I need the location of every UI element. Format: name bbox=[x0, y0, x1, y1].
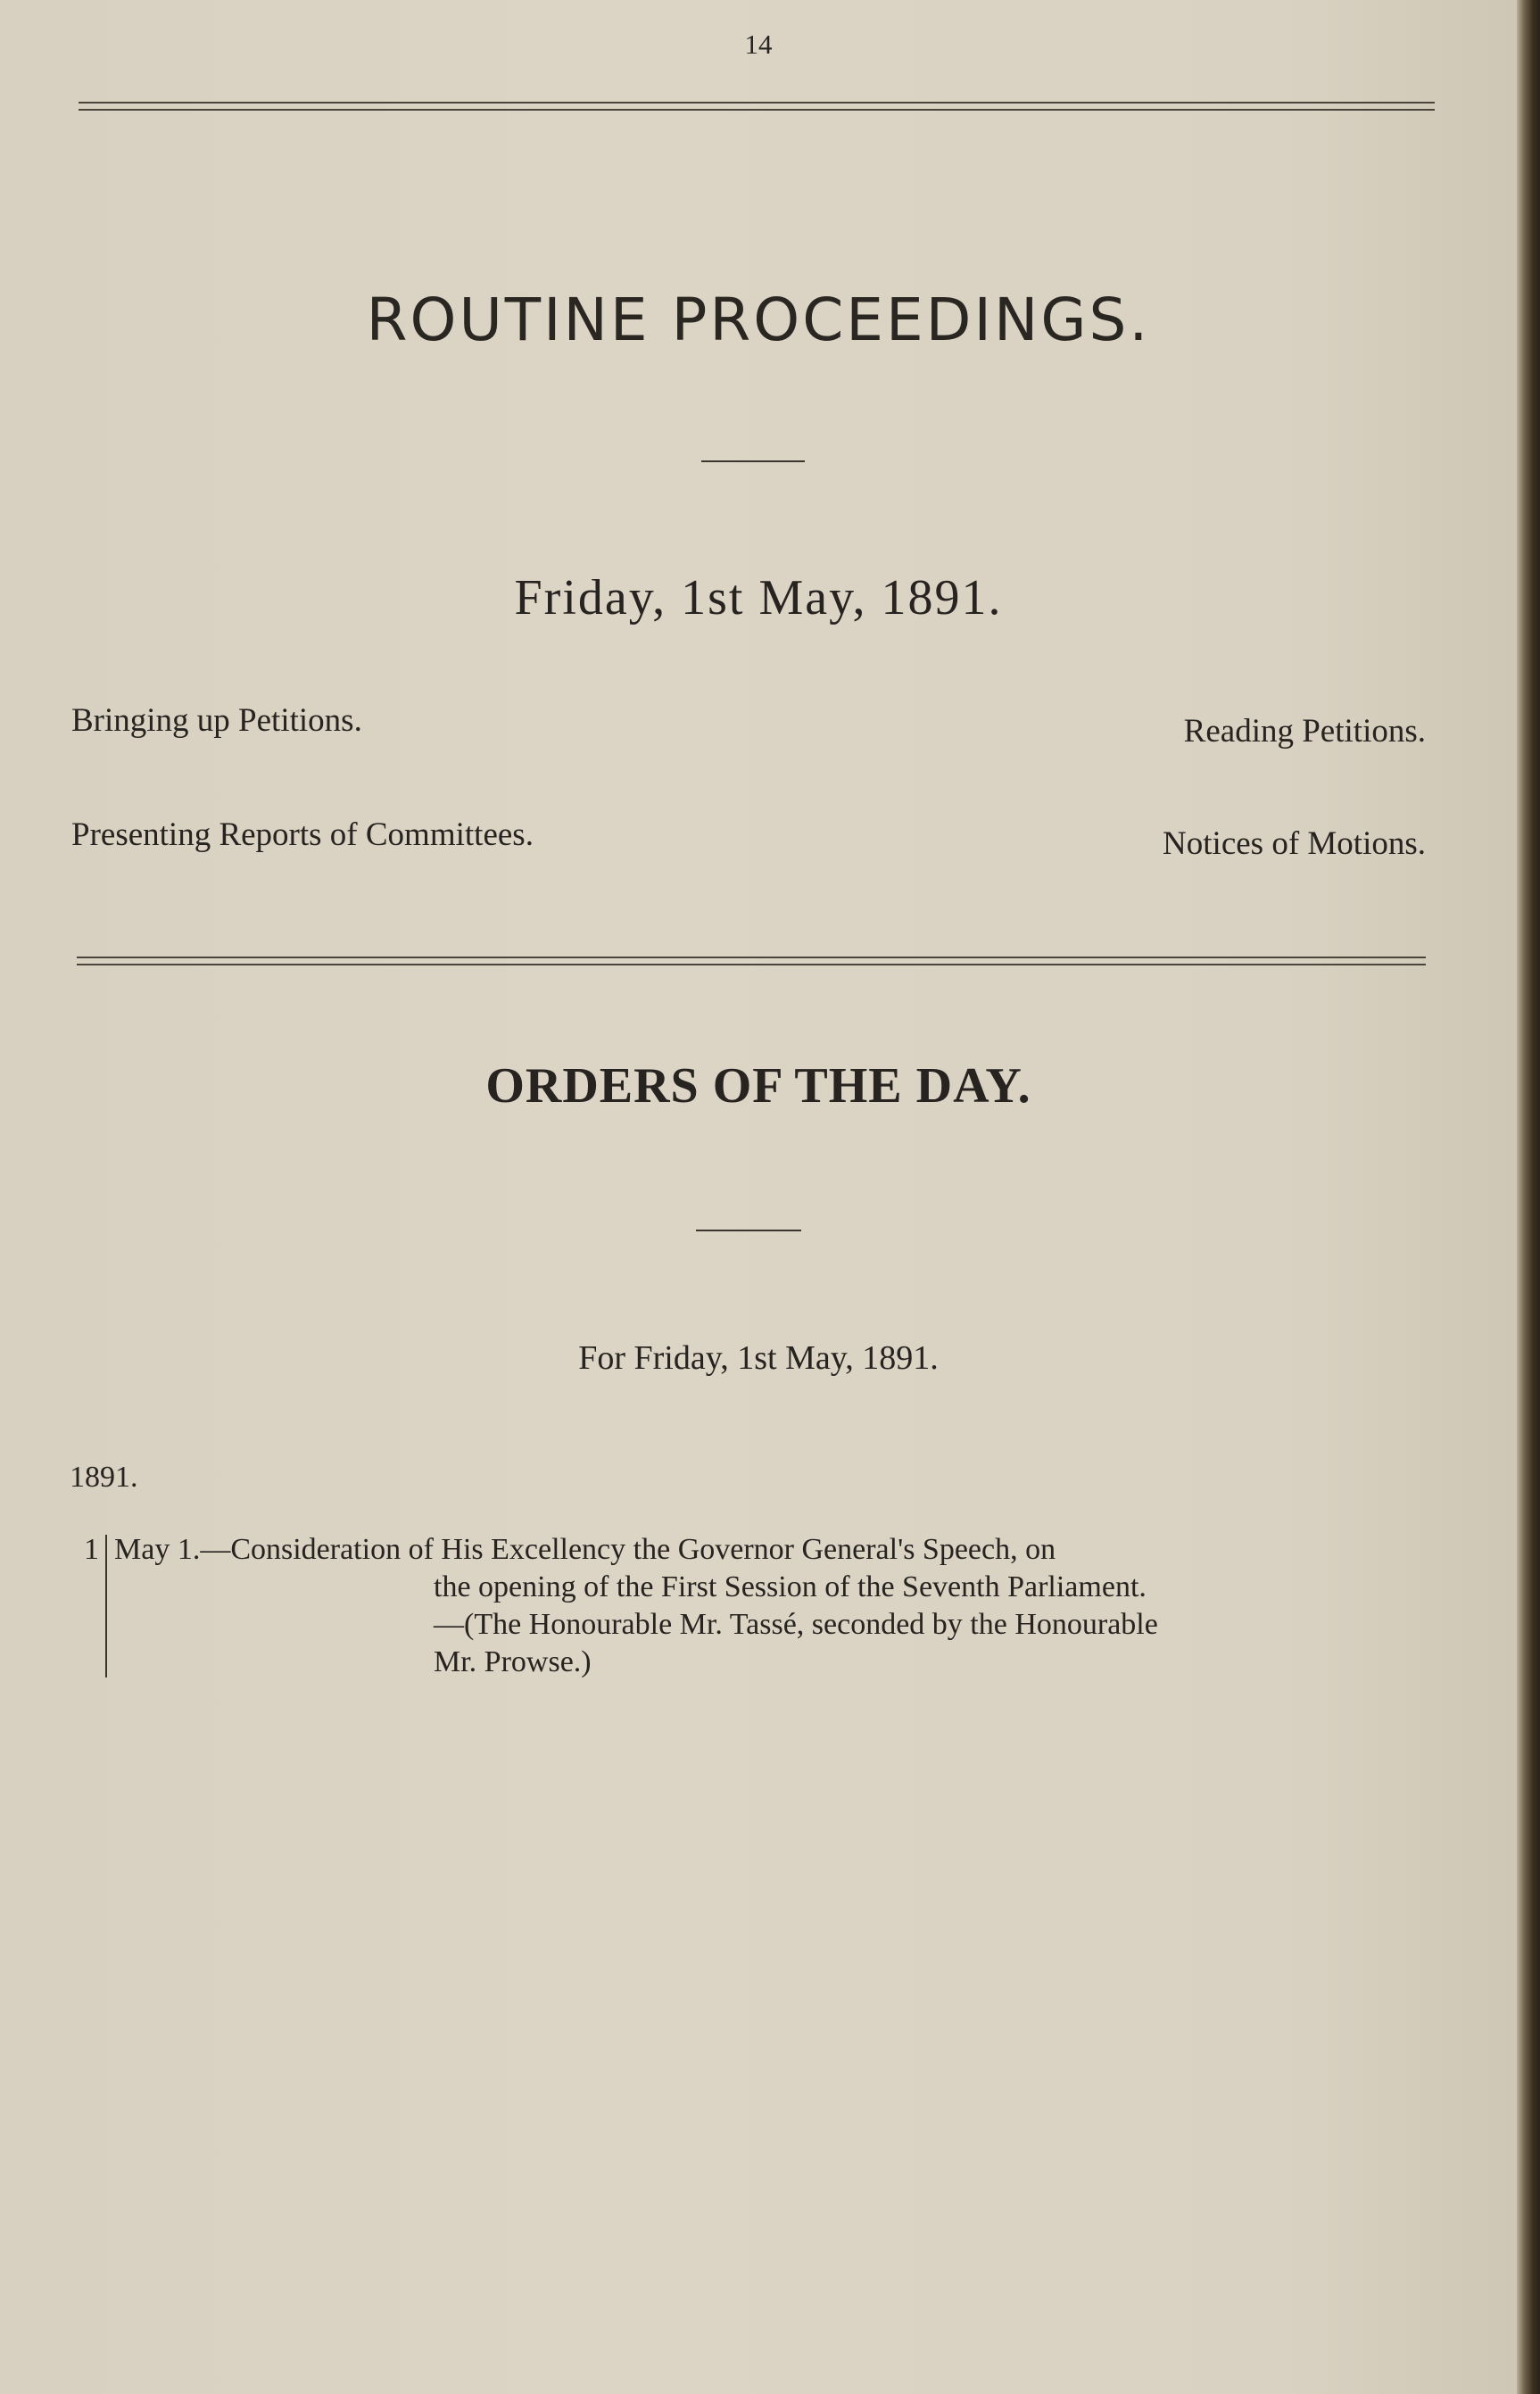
order-item-number: 1 bbox=[84, 1533, 99, 1566]
order-item-margin-bar bbox=[105, 1535, 107, 1677]
routine-item-presenting-reports: Presenting Reports of Committees. bbox=[71, 816, 534, 853]
routine-proceedings-heading: ROUTINE PROCEEDINGS. bbox=[366, 286, 1151, 354]
routine-item-reading-petitions: Reading Petitions. bbox=[1183, 713, 1426, 750]
routine-item-notices-of-motions: Notices of Motions. bbox=[1163, 825, 1426, 862]
order-item-lead-line: May 1.—Consideration of His Excellency the Governor General's Speech, on bbox=[114, 1533, 1056, 1566]
orders-short-rule bbox=[696, 1230, 801, 1231]
year-label: 1891. bbox=[70, 1461, 138, 1494]
order-item-continuation-line: —(The Honourable Mr. Tassé, seconded by the Honourable bbox=[434, 1608, 1158, 1641]
order-item-continuation-line: Mr. Prowse.) bbox=[434, 1645, 592, 1678]
routine-item-bringing-up-petitions: Bringing up Petitions. bbox=[71, 702, 362, 739]
heading-short-rule bbox=[701, 460, 805, 462]
order-item-continuation-line: the opening of the First Session of the Seventh Parliament. bbox=[434, 1570, 1147, 1603]
page-number: 14 bbox=[744, 29, 773, 60]
book-binding-edge bbox=[1517, 0, 1540, 2394]
orders-for-date: For Friday, 1st May, 1891. bbox=[578, 1339, 939, 1377]
orders-of-the-day-heading: ORDERS OF THE DAY. bbox=[485, 1058, 1031, 1114]
routine-date: Friday, 1st May, 1891. bbox=[514, 570, 1003, 625]
top-double-rule bbox=[79, 102, 1435, 104]
middle-double-rule bbox=[77, 957, 1426, 958]
